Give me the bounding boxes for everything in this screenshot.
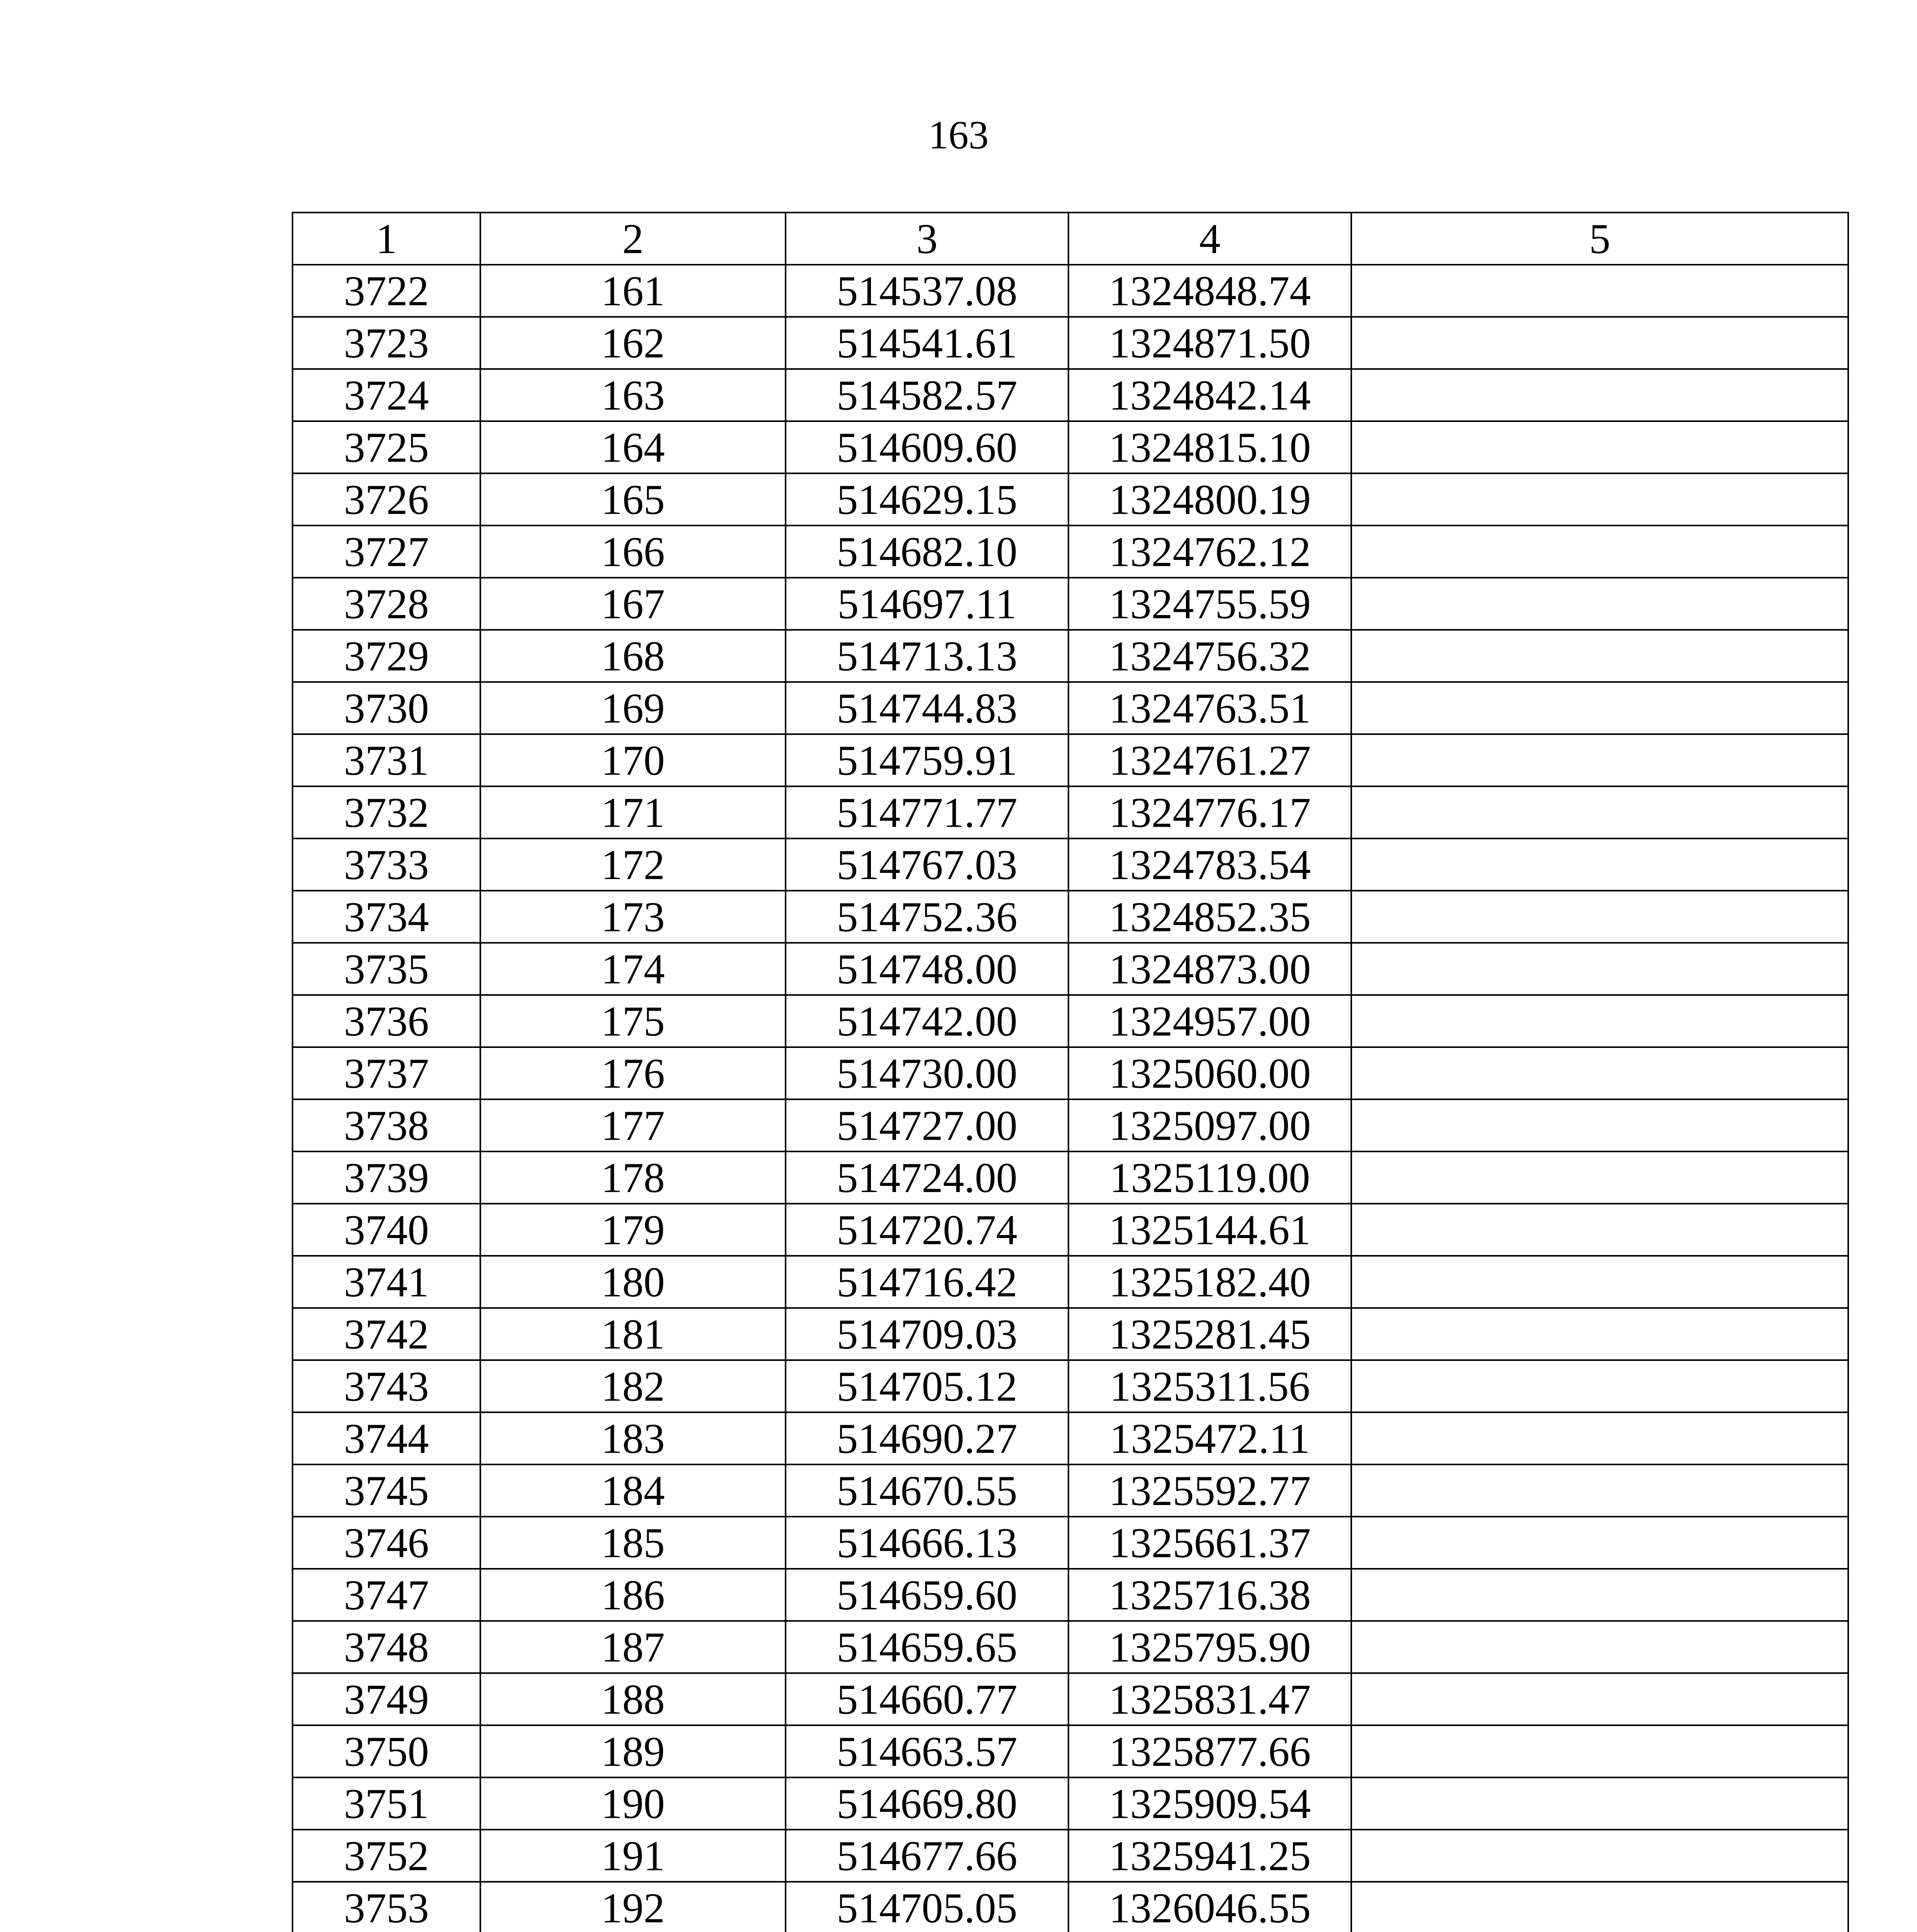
note-cell (1351, 1882, 1848, 1932)
table-row (293, 1256, 1848, 1308)
table-row (293, 1777, 1848, 1830)
row-number-cell: 3743 (293, 1360, 480, 1412)
point-number-cell: 161 (480, 265, 786, 317)
y-coordinate-cell: 1325060.00 (1068, 1047, 1351, 1099)
x-coordinate-cell: 514742.00 (786, 995, 1068, 1047)
row-number-cell: 3750 (293, 1725, 480, 1777)
row-number-cell: 3740 (293, 1204, 480, 1256)
table-row (293, 786, 1848, 838)
table-row (293, 838, 1848, 891)
x-coordinate-cell: 514697.11 (786, 578, 1068, 630)
point-number-cell: 179 (480, 1204, 786, 1256)
x-coordinate-cell: 514759.91 (786, 734, 1068, 786)
y-coordinate-cell: 1325311.56 (1068, 1360, 1351, 1412)
y-coordinate-cell: 1324848.74 (1068, 265, 1351, 317)
point-number-cell: 182 (480, 1360, 786, 1412)
x-coordinate-cell: 514670.55 (786, 1464, 1068, 1517)
row-number-cell: 3725 (293, 421, 480, 473)
table-row (293, 265, 1848, 317)
x-coordinate-cell: 514705.05 (786, 1882, 1068, 1932)
x-coordinate-cell: 514582.57 (786, 369, 1068, 421)
row-number-cell: 3746 (293, 1517, 480, 1569)
y-coordinate-cell: 1325472.11 (1068, 1412, 1351, 1464)
x-coordinate-cell: 514541.61 (786, 317, 1068, 369)
y-coordinate-cell: 1325831.47 (1068, 1673, 1351, 1725)
point-number-cell: 177 (480, 1099, 786, 1151)
table-row (293, 317, 1848, 369)
x-coordinate-cell: 514727.00 (786, 1099, 1068, 1151)
y-coordinate-cell: 1326046.55 (1068, 1882, 1351, 1932)
table-row (293, 369, 1848, 421)
x-coordinate-cell: 514724.00 (786, 1151, 1068, 1204)
row-number-cell: 3728 (293, 578, 480, 630)
row-number-cell: 3735 (293, 943, 480, 995)
table-row (293, 526, 1848, 578)
x-coordinate-cell: 514720.74 (786, 1204, 1068, 1256)
x-coordinate-cell: 514771.77 (786, 786, 1068, 838)
row-number-cell: 3722 (293, 265, 480, 317)
note-cell (1351, 1308, 1848, 1360)
x-coordinate-cell: 514537.08 (786, 265, 1068, 317)
note-cell (1351, 786, 1848, 838)
y-coordinate-cell: 1324800.19 (1068, 473, 1351, 526)
y-coordinate-cell: 1324873.00 (1068, 943, 1351, 995)
row-number-cell: 3726 (293, 473, 480, 526)
note-cell (1351, 473, 1848, 526)
point-number-cell: 172 (480, 838, 786, 891)
x-coordinate-cell: 514748.00 (786, 943, 1068, 995)
point-number-cell: 170 (480, 734, 786, 786)
table-row (293, 1308, 1848, 1360)
note-cell (1351, 1256, 1848, 1308)
x-coordinate-cell: 514663.57 (786, 1725, 1068, 1777)
note-cell (1351, 526, 1848, 578)
x-coordinate-cell: 514659.60 (786, 1569, 1068, 1621)
note-cell (1351, 369, 1848, 421)
x-coordinate-cell: 514705.12 (786, 1360, 1068, 1412)
x-coordinate-cell: 514744.83 (786, 682, 1068, 734)
y-coordinate-cell: 1324761.27 (1068, 734, 1351, 786)
note-cell (1351, 1412, 1848, 1464)
point-number-cell: 174 (480, 943, 786, 995)
header-cell-4: 4 (1068, 213, 1351, 265)
note-cell (1351, 1204, 1848, 1256)
y-coordinate-cell: 1324762.12 (1068, 526, 1351, 578)
x-coordinate-cell: 514767.03 (786, 838, 1068, 891)
point-number-cell: 166 (480, 526, 786, 578)
row-number-cell: 3731 (293, 734, 480, 786)
table-row (293, 1360, 1848, 1412)
x-coordinate-cell: 514709.03 (786, 1308, 1068, 1360)
y-coordinate-cell: 1325097.00 (1068, 1099, 1351, 1151)
y-coordinate-cell: 1325716.38 (1068, 1569, 1351, 1621)
header-cell-2: 2 (480, 213, 786, 265)
table-row (293, 1151, 1848, 1204)
note-cell (1351, 1360, 1848, 1412)
x-coordinate-cell: 514666.13 (786, 1517, 1068, 1569)
table-row (293, 1047, 1848, 1099)
row-number-cell: 3737 (293, 1047, 480, 1099)
table-row (293, 734, 1848, 786)
y-coordinate-cell: 1324756.32 (1068, 630, 1351, 682)
row-number-cell: 3729 (293, 630, 480, 682)
table-row (293, 1464, 1848, 1517)
point-number-cell: 167 (480, 578, 786, 630)
point-number-cell: 180 (480, 1256, 786, 1308)
row-number-cell: 3753 (293, 1882, 480, 1932)
row-number-cell: 3736 (293, 995, 480, 1047)
point-number-cell: 169 (480, 682, 786, 734)
point-number-cell: 163 (480, 369, 786, 421)
table-row (293, 1725, 1848, 1777)
row-number-cell: 3732 (293, 786, 480, 838)
x-coordinate-cell: 514682.10 (786, 526, 1068, 578)
row-number-cell: 3742 (293, 1308, 480, 1360)
table-row (293, 891, 1848, 943)
point-number-cell: 190 (480, 1777, 786, 1830)
header-row (293, 213, 1848, 265)
row-number-cell: 3733 (293, 838, 480, 891)
point-number-cell: 181 (480, 1308, 786, 1360)
table-row (293, 630, 1848, 682)
point-number-cell: 175 (480, 995, 786, 1047)
table-row (293, 1830, 1848, 1882)
table-row (293, 995, 1848, 1047)
note-cell (1351, 317, 1848, 369)
y-coordinate-cell: 1325592.77 (1068, 1464, 1351, 1517)
point-number-cell: 164 (480, 421, 786, 473)
point-number-cell: 184 (480, 1464, 786, 1517)
row-number-cell: 3741 (293, 1256, 480, 1308)
table-row (293, 1882, 1848, 1932)
y-coordinate-cell: 1324763.51 (1068, 682, 1351, 734)
point-number-cell: 188 (480, 1673, 786, 1725)
point-number-cell: 171 (480, 786, 786, 838)
point-number-cell: 186 (480, 1569, 786, 1621)
x-coordinate-cell: 514730.00 (786, 1047, 1068, 1099)
note-cell (1351, 421, 1848, 473)
y-coordinate-cell: 1325281.45 (1068, 1308, 1351, 1360)
table-row (293, 1621, 1848, 1673)
x-coordinate-cell: 514690.27 (786, 1412, 1068, 1464)
table-row (293, 473, 1848, 526)
note-cell (1351, 682, 1848, 734)
table-row (293, 1517, 1848, 1569)
table-row (293, 1099, 1848, 1151)
table-row (293, 682, 1848, 734)
row-number-cell: 3749 (293, 1673, 480, 1725)
x-coordinate-cell: 514752.36 (786, 891, 1068, 943)
y-coordinate-cell: 1325877.66 (1068, 1725, 1351, 1777)
x-coordinate-cell: 514609.60 (786, 421, 1068, 473)
note-cell (1351, 891, 1848, 943)
note-cell (1351, 734, 1848, 786)
note-cell (1351, 1569, 1848, 1621)
point-number-cell: 165 (480, 473, 786, 526)
y-coordinate-cell: 1325661.37 (1068, 1517, 1351, 1569)
row-number-cell: 3752 (293, 1830, 480, 1882)
note-cell (1351, 1047, 1848, 1099)
row-number-cell: 3730 (293, 682, 480, 734)
note-cell (1351, 630, 1848, 682)
table-row (293, 943, 1848, 995)
note-cell (1351, 1777, 1848, 1830)
x-coordinate-cell: 514629.15 (786, 473, 1068, 526)
table-row (293, 1204, 1848, 1256)
note-cell (1351, 995, 1848, 1047)
y-coordinate-cell: 1325182.40 (1068, 1256, 1351, 1308)
page-number: 163 (928, 113, 989, 157)
header-cell-5: 5 (1351, 213, 1848, 265)
y-coordinate-cell: 1325909.54 (1068, 1777, 1351, 1830)
row-number-cell: 3738 (293, 1099, 480, 1151)
y-coordinate-cell: 1325119.00 (1068, 1151, 1351, 1204)
x-coordinate-cell: 514659.65 (786, 1621, 1068, 1673)
note-cell (1351, 1621, 1848, 1673)
point-number-cell: 168 (480, 630, 786, 682)
x-coordinate-cell: 514716.42 (786, 1256, 1068, 1308)
point-number-cell: 183 (480, 1412, 786, 1464)
y-coordinate-cell: 1324776.17 (1068, 786, 1351, 838)
note-cell (1351, 838, 1848, 891)
table-row (293, 578, 1848, 630)
row-number-cell: 3734 (293, 891, 480, 943)
point-number-cell: 173 (480, 891, 786, 943)
table-row (293, 1569, 1848, 1621)
x-coordinate-cell: 514713.13 (786, 630, 1068, 682)
y-coordinate-cell: 1325941.25 (1068, 1830, 1351, 1882)
y-coordinate-cell: 1325795.90 (1068, 1621, 1351, 1673)
row-number-cell: 3748 (293, 1621, 480, 1673)
note-cell (1351, 943, 1848, 995)
x-coordinate-cell: 514677.66 (786, 1830, 1068, 1882)
table-header (293, 213, 1848, 265)
y-coordinate-cell: 1325144.61 (1068, 1204, 1351, 1256)
y-coordinate-cell: 1324755.59 (1068, 578, 1351, 630)
point-number-cell: 185 (480, 1517, 786, 1569)
point-number-cell: 192 (480, 1882, 786, 1932)
x-coordinate-cell: 514669.80 (786, 1777, 1068, 1830)
row-number-cell: 3724 (293, 369, 480, 421)
point-number-cell: 178 (480, 1151, 786, 1204)
y-coordinate-cell: 1324815.10 (1068, 421, 1351, 473)
row-number-cell: 3723 (293, 317, 480, 369)
note-cell (1351, 1464, 1848, 1517)
row-number-cell: 3745 (293, 1464, 480, 1517)
note-cell (1351, 578, 1848, 630)
y-coordinate-cell: 1324957.00 (1068, 995, 1351, 1047)
row-number-cell: 3727 (293, 526, 480, 578)
row-number-cell: 3744 (293, 1412, 480, 1464)
table-row (293, 421, 1848, 473)
note-cell (1351, 1099, 1848, 1151)
point-number-cell: 176 (480, 1047, 786, 1099)
y-coordinate-cell: 1324871.50 (1068, 317, 1351, 369)
note-cell (1351, 1725, 1848, 1777)
point-number-cell: 162 (480, 317, 786, 369)
point-number-cell: 189 (480, 1725, 786, 1777)
table-row (293, 1673, 1848, 1725)
note-cell (1351, 265, 1848, 317)
header-cell-3: 3 (786, 213, 1068, 265)
x-coordinate-cell: 514660.77 (786, 1673, 1068, 1725)
point-number-cell: 187 (480, 1621, 786, 1673)
y-coordinate-cell: 1324783.54 (1068, 838, 1351, 891)
header-cell-1: 1 (293, 213, 480, 265)
table-body (293, 265, 1848, 1932)
y-coordinate-cell: 1324842.14 (1068, 369, 1351, 421)
point-number-cell: 191 (480, 1830, 786, 1882)
row-number-cell: 3739 (293, 1151, 480, 1204)
row-number-cell: 3751 (293, 1777, 480, 1830)
row-number-cell: 3747 (293, 1569, 480, 1621)
table-row (293, 1412, 1848, 1464)
note-cell (1351, 1673, 1848, 1725)
note-cell (1351, 1151, 1848, 1204)
note-cell (1351, 1830, 1848, 1882)
note-cell (1351, 1517, 1848, 1569)
y-coordinate-cell: 1324852.35 (1068, 891, 1351, 943)
coordinates-table (292, 212, 1849, 1932)
